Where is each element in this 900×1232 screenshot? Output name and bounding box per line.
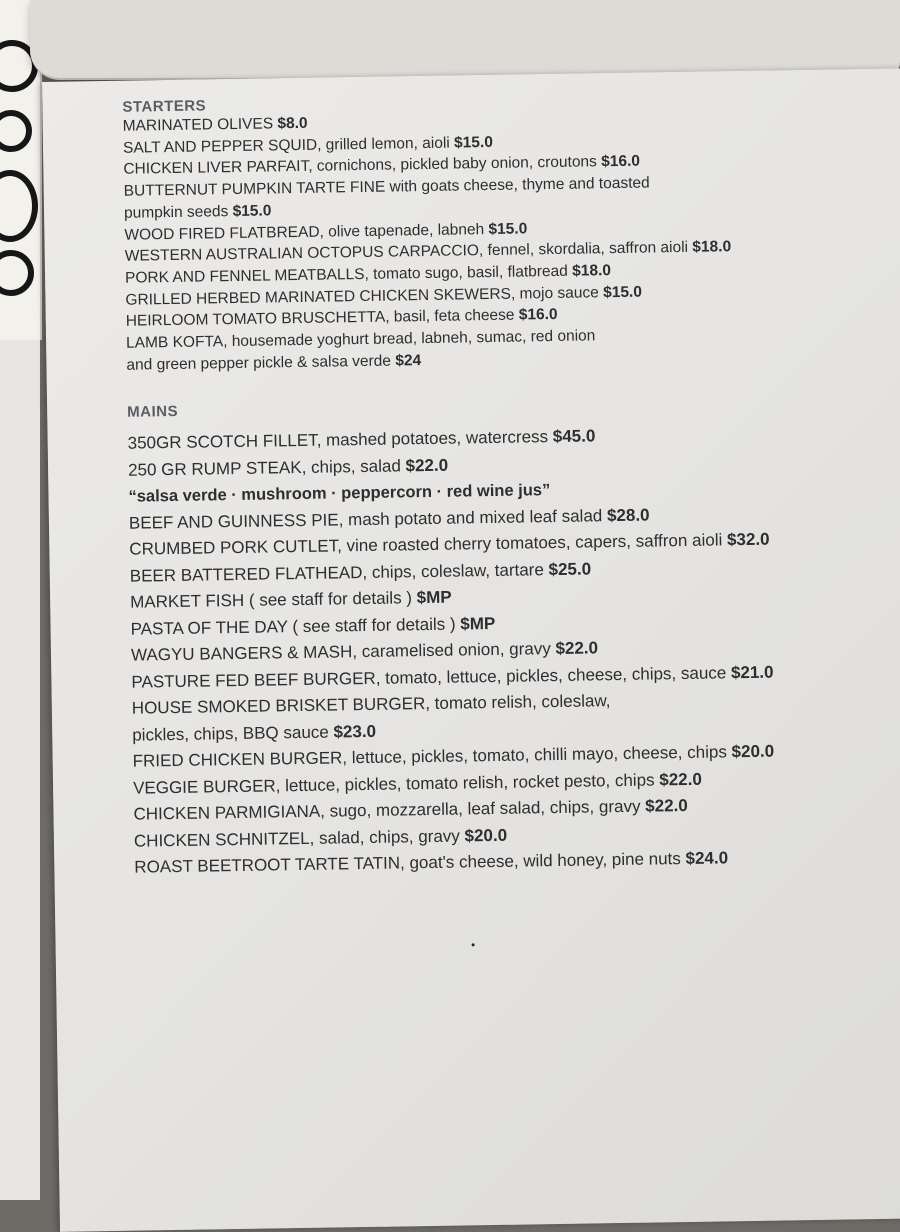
menu-item-price: $22.0 [405,455,449,476]
menu-item-price: $22.0 [555,638,599,659]
menu-content [122,86,900,881]
menu-item-price: $22.0 [645,796,688,817]
menu-item-description: WAGYU BANGERS & MASH, caramelised onion, gravy [130,639,556,666]
menu-item-price: $16.0 [518,306,558,324]
menu-item-price: $24.0 [685,848,729,869]
menu-item-price: $32.0 [726,530,770,550]
menu-item-price: $18.0 [692,238,732,257]
menu-item-description: 350GR SCOTCH FILLET, mashed potatoes, watercress [127,427,553,454]
menu-page [42,68,900,1232]
menu-item-description: FRIED CHICKEN BURGER, lettuce, pickles, tomato, chilli mayo, cheese, chips [132,742,732,772]
menu-item-description: MARINATED OLIVES [122,115,278,135]
menu-item-description: BEER BATTERED FLATHEAD, chips, coleslaw, tartare [129,560,549,586]
menu-item-price: $15.0 [488,219,528,238]
menu-item-price: $16.0 [601,153,641,171]
starters-section [122,86,900,376]
menu-item-description: 250 GR RUMP STEAK, chips, salad [127,456,406,480]
starters-list [123,103,900,376]
menu-item-description: pumpkin seeds [123,202,233,222]
menu-item-description: PASTA OF THE DAY ( see staff for details ) [130,614,461,639]
menu-item-price: $24 [395,351,422,370]
menu-item-description: LAMB KOFTA, housemade yoghurt bread, labneh, sumac, red onion [125,327,596,352]
menu-item-price: $8.0 [277,114,308,133]
menu-item-description: PASTURE FED BEEF BURGER, tomato, lettuce, pickles, cheese, chips, sauce [131,663,732,692]
menu-item-price: $23.0 [333,721,377,742]
menu-item-description: pickles, chips, BBQ sauce [132,722,334,745]
menu-item-description: WESTERN AUSTRALIAN OCTOPUS CARPACCIO, fennel, skordalia, saffron aioli [124,239,693,265]
starters-heading: STARTERS [122,97,207,116]
menu-item-price: $20.0 [464,825,508,846]
menu-item-description: CHICKEN PARMIGIANA, sugo, mozzarella, leaf salad, chips, gravy [133,797,646,825]
menu-item-description: ROAST BEETROOT TARTE TATIN, goat's cheese, wild honey, pine nuts [134,849,686,878]
menu-item-description: VEGGIE BURGER, lettuce, pickles, tomato relish, rocket pesto, chips [132,770,660,798]
menu-item-price: $15.0 [602,283,643,301]
mains-heading: MAINS [127,403,179,422]
menu-item-description: BUTTERNUT PUMPKIN TARTE FINE with goats cheese, thyme and toasted [123,174,650,200]
ink-dot [472,943,475,946]
menu-item-description: WOOD FIRED FLATBREAD, olive tapenade, labneh [124,220,489,244]
menu-item-description: BEEF AND GUINNESS PIE, mash potato and mixed leaf salad [128,506,608,533]
menu-item-price: $28.0 [606,505,650,526]
menu-item-price: $15.0 [453,133,494,152]
menu-item-description: MARKET FISH ( see staff for details ) [130,588,417,613]
menu-item-description: GRILLED HERBED MARINATED CHICKEN SKEWERS, mojo sauce [125,283,604,309]
previous-page-curl [30,0,900,80]
menu-item-price: $22.0 [659,769,702,790]
menu-item-description: SALT AND PEPPER SQUID, grilled lemon, aioli [122,134,455,157]
mains-section [127,392,900,882]
menu-item-description: PORK AND FENNEL MEATBALLS, tomato sugo, basil, flatbread [124,262,573,287]
menu-item-price: $MP [416,588,452,608]
menu-item-price: $15.0 [232,202,272,220]
menu-item-description: CHICKEN LIVER PARFAIT, cornichons, pickled baby onion, croutons [123,153,602,179]
menu-item-description: HOUSE SMOKED BRISKET BURGER, tomato relish, coleslaw, [131,691,611,719]
menu-item-price: $20.0 [731,742,775,762]
menu-item-price: $21.0 [730,662,774,683]
menu-item-price: $25.0 [548,559,592,580]
menu-item-description: CHICKEN SCHNITZEL, salad, chips, gravy [133,826,465,851]
menu-item-description: CRUMBED PORK CUTLET, vine roasted cherry tomatoes, capers, saffron aioli [129,530,728,560]
menu-item-price: $45.0 [552,426,596,447]
menu-item-description: and green pepper pickle & salsa verde [126,352,396,374]
menu-item-price: $18.0 [572,262,612,280]
mains-list [127,419,900,882]
menu-item-price: $MP [460,613,496,634]
menu-item-description: HEIRLOOM TOMATO BRUSCHETTA, basil, feta cheese [125,306,519,331]
menu-item-description: “salsa verde · mushroom · peppercorn · red wine jus” [128,481,551,507]
